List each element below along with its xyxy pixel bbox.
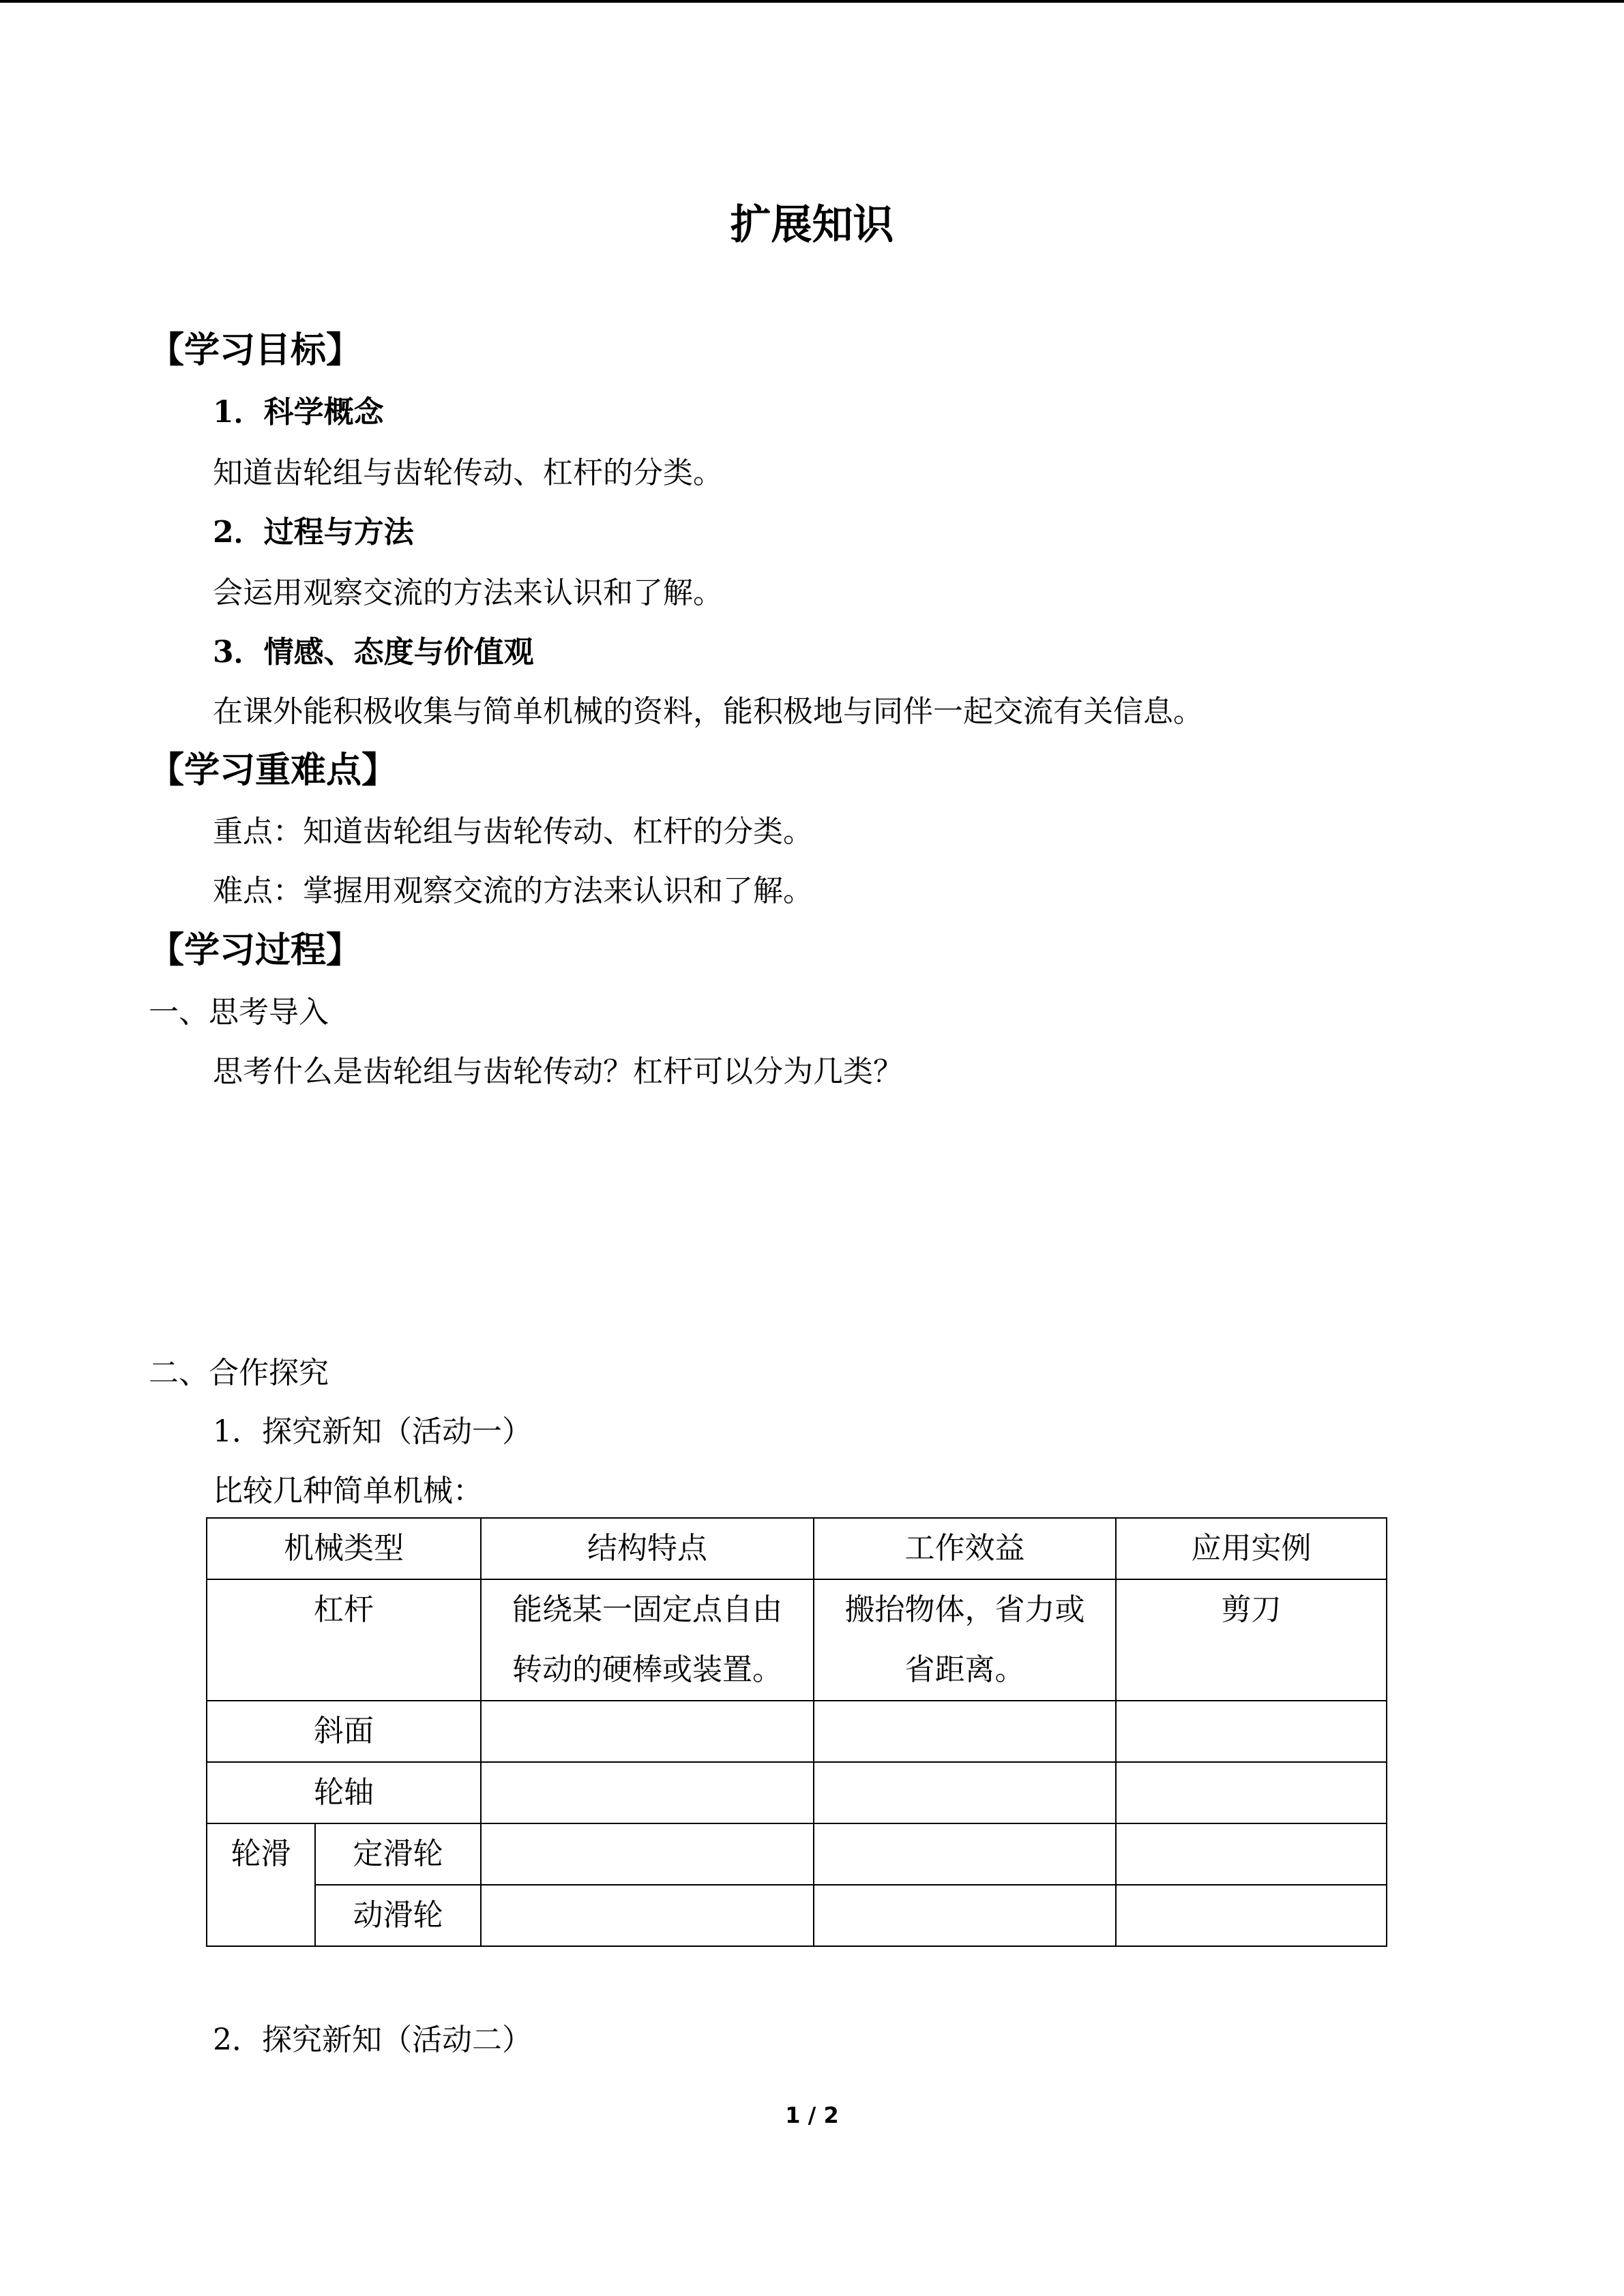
header-structure: 结构特点 bbox=[481, 1518, 814, 1579]
cell-fixed-pulley-example bbox=[1116, 1823, 1387, 1885]
cell-incline-benefit bbox=[814, 1701, 1116, 1762]
objective-3-label: 3．情感、态度与价值观 bbox=[213, 635, 534, 670]
header-benefit: 工作效益 bbox=[814, 1518, 1116, 1579]
lever-benefit-line-2: 省距离。 bbox=[904, 1652, 1025, 1687]
key-points-heading: 【学习重难点】 bbox=[149, 749, 398, 791]
activity1-title: 1．探究新知（活动一） bbox=[213, 1414, 532, 1449]
cell-movable-pulley-example bbox=[1116, 1885, 1387, 1946]
part2-title: 二、合作探究 bbox=[149, 1356, 329, 1390]
key-point-difficulty: 难点：掌握用观察交流的方法来认识和了解。 bbox=[213, 874, 813, 908]
machine-comparison-table bbox=[206, 1517, 1387, 1947]
header-example: 应用实例 bbox=[1116, 1518, 1387, 1579]
cell-incline-structure bbox=[481, 1701, 814, 1762]
objective-2-text: 会运用观察交流的方法来认识和了解。 bbox=[213, 576, 723, 610]
cell-fixed-pulley-type: 定滑轮 bbox=[315, 1823, 481, 1885]
part1-title: 一、思考导入 bbox=[149, 995, 329, 1030]
cell-wheel-axle-type: 轮轴 bbox=[207, 1762, 481, 1823]
cell-lever-benefit bbox=[814, 1579, 1116, 1701]
header-machine-type: 机械类型 bbox=[207, 1518, 481, 1579]
cell-lever-structure bbox=[481, 1579, 814, 1701]
cell-wheel-axle-benefit bbox=[814, 1762, 1116, 1823]
table-row-incline bbox=[207, 1701, 1387, 1762]
table-row-wheel-axle bbox=[207, 1762, 1387, 1823]
cell-movable-pulley-benefit bbox=[814, 1885, 1116, 1946]
lever-structure-line-2: 转动的硬棒或装置。 bbox=[512, 1652, 782, 1687]
cell-lever-type: 杠杆 bbox=[207, 1579, 481, 1701]
cell-wheel-axle-structure bbox=[481, 1762, 814, 1823]
cell-movable-pulley-type: 动滑轮 bbox=[315, 1885, 481, 1946]
cell-lever-example: 剪刀 bbox=[1116, 1579, 1387, 1701]
table-row-fixed-pulley bbox=[207, 1823, 1387, 1885]
table-caption: 比较几种简单机械： bbox=[213, 1474, 483, 1508]
part1-question: 思考什么是齿轮组与齿轮传动？杠杆可以分为几类？ bbox=[213, 1054, 903, 1089]
cell-wheel-axle-example bbox=[1116, 1762, 1387, 1823]
top-border-line bbox=[0, 0, 1624, 3]
lever-structure-line-1: 能绕某一固定点自由 bbox=[512, 1592, 782, 1627]
cell-fixed-pulley-structure bbox=[481, 1823, 814, 1885]
activity2-title: 2．探究新知（活动二） bbox=[213, 2023, 532, 2057]
cell-fixed-pulley-benefit bbox=[814, 1823, 1116, 1885]
cell-movable-pulley-structure bbox=[481, 1885, 814, 1946]
page-number: 1 / 2 bbox=[785, 2102, 839, 2128]
key-point-focus: 重点：知道齿轮组与齿轮传动、杠杆的分类。 bbox=[213, 814, 813, 849]
cell-incline-example bbox=[1116, 1701, 1387, 1762]
table-row-lever bbox=[207, 1579, 1387, 1701]
process-heading: 【学习过程】 bbox=[149, 929, 362, 971]
lever-benefit-line-1: 搬抬物体，省力或 bbox=[844, 1592, 1085, 1627]
table-header-row bbox=[207, 1518, 1387, 1579]
objective-1-text: 知道齿轮组与齿轮传动、杠杆的分类。 bbox=[213, 456, 723, 490]
objective-3-text: 在课外能积极收集与简单机械的资料，能积极地与同伴一起交流有关信息。 bbox=[213, 694, 1203, 729]
objective-1-label: 1．科学概念 bbox=[213, 395, 384, 430]
objectives-heading: 【学习目标】 bbox=[149, 329, 362, 371]
cell-pulley-group: 轮滑 bbox=[207, 1823, 315, 1946]
cell-incline-type: 斜面 bbox=[207, 1701, 481, 1762]
objective-2-label: 2．过程与方法 bbox=[213, 515, 414, 550]
page-title: 扩展知识 bbox=[730, 201, 894, 249]
table-row-movable-pulley bbox=[207, 1885, 1387, 1946]
